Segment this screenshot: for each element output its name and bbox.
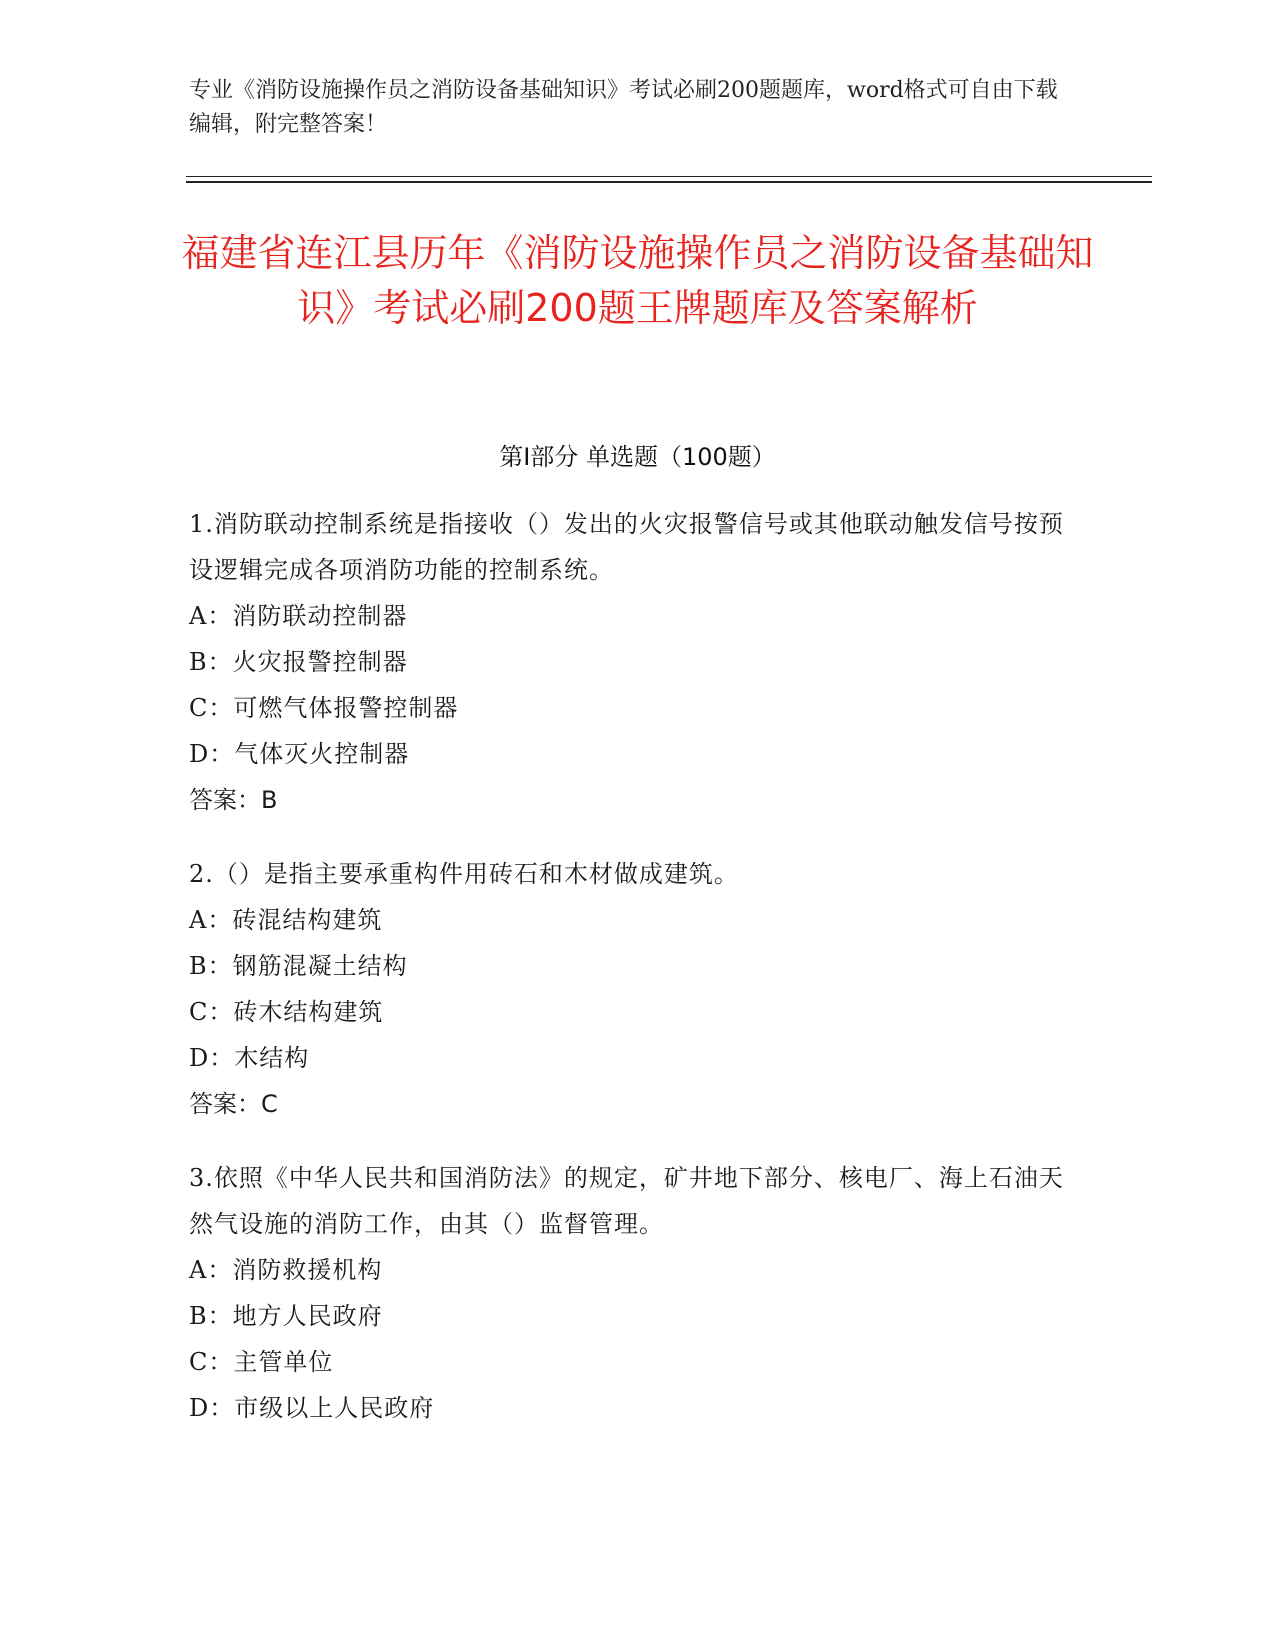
option-c: C：砖木结构建筑 xyxy=(189,998,384,1026)
question-1 xyxy=(189,501,1069,823)
option-a: A：消防救援机构 xyxy=(189,1256,383,1284)
option-d: D：气体灭火控制器 xyxy=(189,740,410,768)
option-c: C：可燃气体报警控制器 xyxy=(189,694,459,722)
option-b: B：火灾报警控制器 xyxy=(189,648,408,676)
option-a: A：消防联动控制器 xyxy=(189,602,408,630)
header-divider-thin xyxy=(186,176,1152,177)
option-d: D：市级以上人民政府 xyxy=(189,1394,435,1422)
answer-line: 答案：C xyxy=(189,1090,278,1118)
option-b: B：地方人民政府 xyxy=(189,1302,383,1330)
document-title: 福建省连江县历年《消防设施操作员之消防设备基础知识》考试必刷200题王牌题库及答案解析 xyxy=(181,231,1094,330)
option-a: A：砖混结构建筑 xyxy=(189,906,383,934)
question-stem: 3.依照《中华人民共和国消防法》的规定，矿井地下部分、核电厂、海上石油天然气设施的消防工作，由其（）监督管理。 xyxy=(189,1164,1064,1238)
question-2 xyxy=(189,851,1069,1127)
answer-line: 答案：B xyxy=(189,786,278,814)
header-note: 专业《消防设施操作员之消防设备基础知识》考试必刷200题题库，word格式可自由下载编辑，附完整答案！ xyxy=(189,78,1058,137)
question-stem: 1.消防联动控制系统是指接收（）发出的火灾报警信号或其他联动触发信号按预设逻辑完成各项消防功能的控制系统。 xyxy=(189,510,1064,584)
option-b: B：钢筋混凝土结构 xyxy=(189,952,408,980)
section-title: 第Ⅰ部分 单选题（100题） xyxy=(499,443,776,471)
question-3 xyxy=(189,1155,1069,1431)
option-c: C：主管单位 xyxy=(189,1348,334,1376)
option-d: D：木结构 xyxy=(189,1044,310,1072)
header-divider-thick xyxy=(186,181,1152,183)
question-stem: 2.（）是指主要承重构件用砖石和木材做成建筑。 xyxy=(189,860,739,888)
